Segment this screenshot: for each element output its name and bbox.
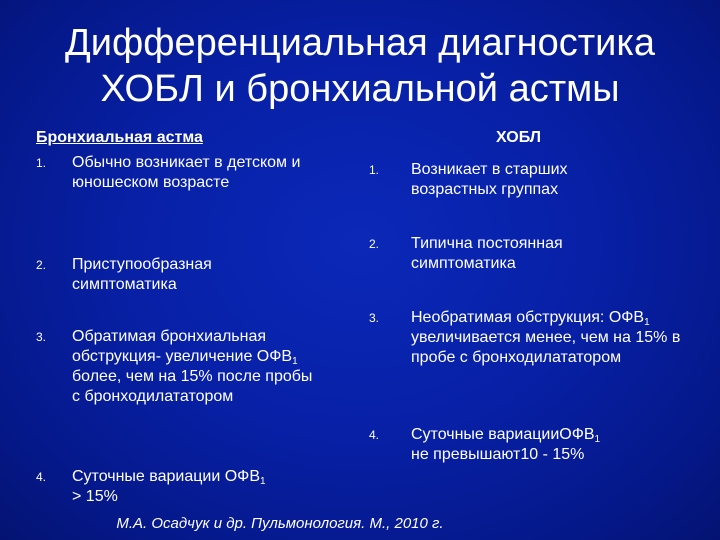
- list-text: Возникает в старших возрастных группах: [411, 161, 568, 198]
- right-column-heading: ХОБЛ: [496, 129, 542, 146]
- title-line-1: Дифференциальная диагностика: [65, 22, 655, 64]
- list-number: 2.: [369, 237, 380, 251]
- list-number: 1.: [36, 156, 47, 170]
- list-number: 4.: [36, 470, 47, 484]
- list-number: 4.: [369, 428, 380, 442]
- slide-title: [0, 20, 720, 112]
- reference-citation: М.А. Осадчук и др. Пульмонология. М., 2010 г.: [116, 515, 444, 532]
- list-text: Суточные вариации $ОФВ_1$ > 15%: [72, 468, 266, 505]
- list-text: Необратимая обструкция: $ОФВ_1$ увеличивается менее, чем на 15% в пробе с бронходилататором: [411, 309, 681, 366]
- list-text: Типична постоянная симптоматика: [411, 235, 563, 272]
- list-text: Обычно возникает в детском и юношеском возрасте: [72, 154, 301, 191]
- list-number: 1.: [369, 163, 380, 177]
- list-number: 2.: [36, 258, 47, 272]
- list-number: 3.: [36, 330, 47, 344]
- list-number: 3.: [369, 311, 380, 325]
- left-column-heading: Бронхиальная астма: [36, 129, 203, 146]
- list-text: Обратимая бронхиальная обструкция- увеличение $ОФВ_1$ более, чем на 15% после пробы с бронходилататором: [72, 328, 313, 405]
- title-line-2: ХОБЛ и бронхиальной астмы: [100, 68, 620, 110]
- list-text: Приступообразная симптоматика: [72, 256, 212, 293]
- list-text: Суточные вариацииОФВ$_1$ не превышают10 - 15%: [411, 426, 601, 463]
